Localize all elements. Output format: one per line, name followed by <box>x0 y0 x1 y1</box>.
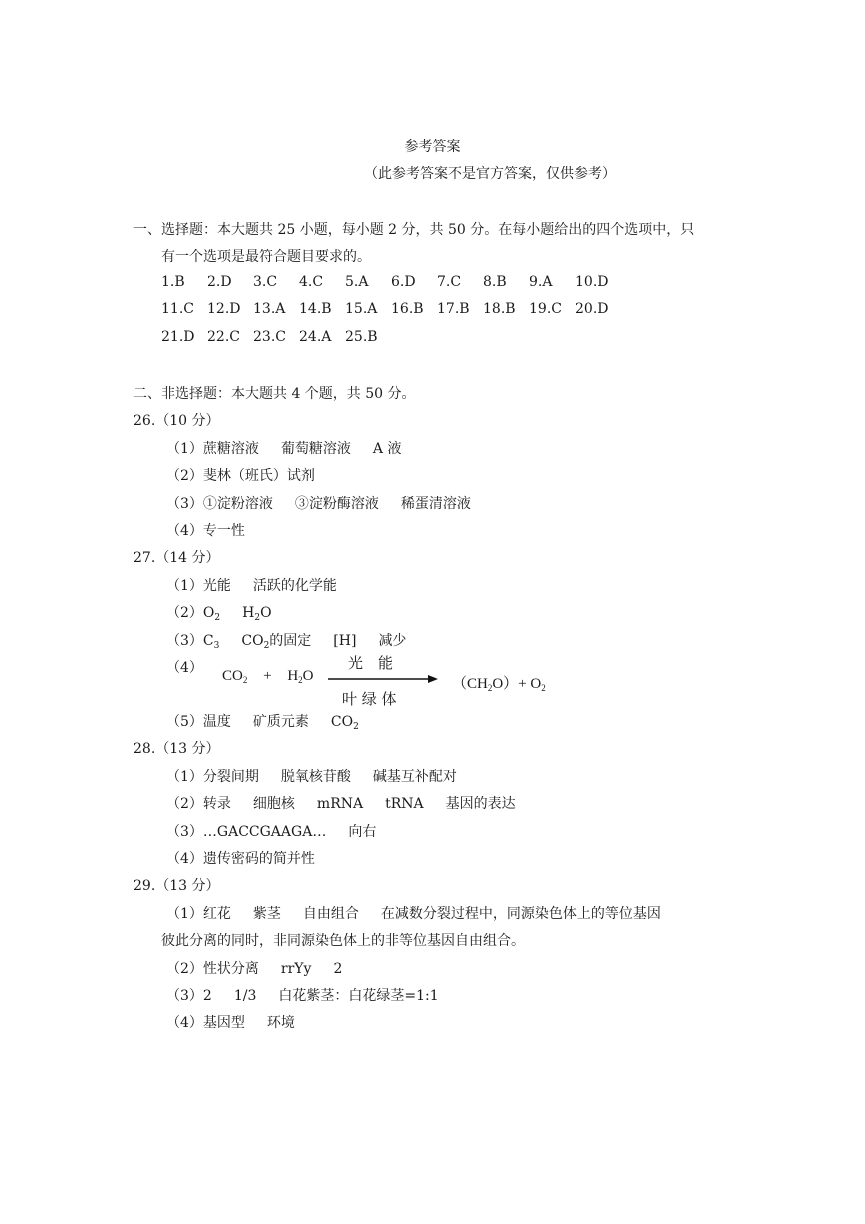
choice-answer: 13.A <box>253 301 286 317</box>
answer-item: 在减数分裂过程中，同源染色体上的等位基因 <box>380 906 661 922</box>
answer-item: 紫茎 <box>252 906 281 922</box>
choice-answer: 6.D <box>391 274 416 290</box>
answer-item-o2: $(2)O_2$ <box>166 605 221 623</box>
choice-answer: 18.B <box>483 301 516 317</box>
answer-item: （1）红花 <box>166 906 231 922</box>
answer-item: （2）斐林（班氏）试剂 <box>166 468 315 484</box>
answer-item: 葡萄糖溶液 <box>280 441 351 457</box>
answer-item: （3）2 <box>166 988 212 1004</box>
choice-answer: 19.C <box>529 301 562 317</box>
answer-item: （1）光能 <box>166 578 231 594</box>
q28-heading: 28.（13 分） <box>133 741 220 757</box>
equation-products: $(CH_2O)+ O_2$ <box>452 676 546 693</box>
answer-item: 2 <box>333 961 343 977</box>
choice-answer: 5.A <box>345 274 369 290</box>
answer-item: 减少 <box>378 633 407 649</box>
answer-item: （5）温度 <box>166 714 231 730</box>
choice-answer: 14.B <box>299 301 332 317</box>
choice-answer: 25.B <box>345 329 378 345</box>
choice-row-3 <box>161 329 391 345</box>
page-subtitle: （此参考答案不是官方答案，仅供参考） <box>364 166 616 182</box>
choice-answer: 24.A <box>299 329 332 345</box>
q26-answer-2 <box>166 465 315 485</box>
q26-answer-1 <box>166 438 423 458</box>
answer-item: （3）①淀粉溶液 <box>166 496 273 512</box>
q27-answer-3 <box>166 630 428 651</box>
answer-item: （2）性状分离 <box>166 961 259 977</box>
q29-answer-3 <box>166 985 461 1005</box>
choice-answer: 3.C <box>253 274 278 290</box>
answer-item: 脱氧核苷酸 <box>280 769 351 785</box>
q28-answer-1 <box>166 766 479 786</box>
choice-answer: 12.D <box>207 301 241 317</box>
q27-answer-5 <box>166 711 381 732</box>
choice-answer: 22.C <box>207 329 240 345</box>
reaction-arrow-icon <box>328 672 440 686</box>
answer-item: 稀蛋清溶液 <box>400 496 471 512</box>
page-title: 参考答案 <box>404 139 461 155</box>
answer-item: 细胞核 <box>252 796 295 812</box>
answer-item: （4）遗传密码的简并性 <box>166 851 315 867</box>
answer-item: 环境 <box>266 1015 295 1031</box>
choice-answer: 4.C <box>299 274 324 290</box>
answer-item: 1/3 <box>233 988 257 1004</box>
choice-answer: 20.D <box>575 301 609 317</box>
q28-answer-3 <box>166 821 398 841</box>
answer-item: 白花紫茎：白花绿茎=1:1 <box>278 988 439 1004</box>
answer-item-c3: $(3)C_3$ <box>166 633 220 651</box>
answer-item: ③淀粉酶溶液 <box>294 496 379 512</box>
q29-answer-4 <box>166 1012 317 1032</box>
choice-answer: 2.D <box>207 274 232 290</box>
answer-item: A 液 <box>372 441 402 457</box>
answer-item: mRNA <box>316 796 364 812</box>
answer-item: 向右 <box>348 824 377 840</box>
choice-answer: 23.C <box>253 329 286 345</box>
answer-item: （1）蔗糖溶液 <box>166 441 259 457</box>
q29-answer-2 <box>166 958 364 978</box>
choice-answer: 7.C <box>437 274 462 290</box>
choice-row-1 <box>161 274 621 290</box>
q29-answer-1-cont: 彼此分离的同时，非同源染色体上的非等位基因自由组合。 <box>161 933 525 949</box>
q27-answer-2 <box>166 602 294 623</box>
answer-item: 活跃的化学能 <box>252 578 337 594</box>
answer-item-co2-fixation: $CO_2$的固定 <box>241 633 312 651</box>
choice-row-2 <box>161 301 621 317</box>
section1-heading: 一、选择题：本大题共 25 小题，每小题 2 分，共 50 分。在每小题给出的四个选项中，只 <box>133 222 695 238</box>
q26-answer-4 <box>166 520 245 540</box>
q27-answer-4-label: （4） <box>166 660 203 676</box>
answer-item-h2o: $H_2O$ <box>242 605 272 623</box>
q26-heading: 26.（10 分） <box>133 413 220 429</box>
answer-item: [H] <box>333 633 357 649</box>
choice-answer: 1.B <box>161 274 185 290</box>
answer-item: 基因的表达 <box>445 796 516 812</box>
section2-heading: 二、非选择题：本大题共 4 个题，共 50 分。 <box>133 386 416 402</box>
answer-item: tRNA <box>385 796 424 812</box>
choice-answer: 21.D <box>161 329 195 345</box>
answer-item: （4）基因型 <box>166 1015 245 1031</box>
answer-item: （4）专一性 <box>166 523 245 539</box>
q29-answer-1 <box>166 903 661 923</box>
q28-answer-4 <box>166 848 315 868</box>
choice-answer: 16.B <box>391 301 424 317</box>
choice-answer: 15.A <box>345 301 378 317</box>
equation-condition-top: 光 能 <box>348 654 394 672</box>
choice-answer: 8.B <box>483 274 507 290</box>
q29-heading: 29.（13 分） <box>133 878 220 894</box>
answer-item: 自由组合 <box>302 906 359 922</box>
answer-item: （1）分裂间期 <box>166 769 259 785</box>
q26-answer-3 <box>166 493 493 513</box>
equation-reactants: $CO_2 + H_2O$ <box>222 668 314 685</box>
answer-item: 矿质元素 <box>252 714 309 730</box>
section1-heading-cont: 有一个选项是最符合题目要求的。 <box>161 249 371 265</box>
answer-item: （3）…GACCGAAGA… <box>166 824 327 840</box>
choice-answer: 11.C <box>161 301 194 317</box>
choice-answer: 10.D <box>575 274 609 290</box>
q27-heading: 27.（14 分） <box>133 550 220 566</box>
choice-answer: 17.B <box>437 301 470 317</box>
answer-item: rrYy <box>280 961 312 977</box>
q28-answer-2 <box>166 793 538 813</box>
answer-item-co2: $CO_2$ <box>330 714 359 732</box>
answer-item: （2）转录 <box>166 796 231 812</box>
answer-item: 碱基互补配对 <box>372 769 457 785</box>
choice-answer: 9.A <box>529 274 553 290</box>
q27-answer-1 <box>166 575 359 595</box>
equation-condition-bottom: 叶 绿 体 <box>342 690 397 708</box>
